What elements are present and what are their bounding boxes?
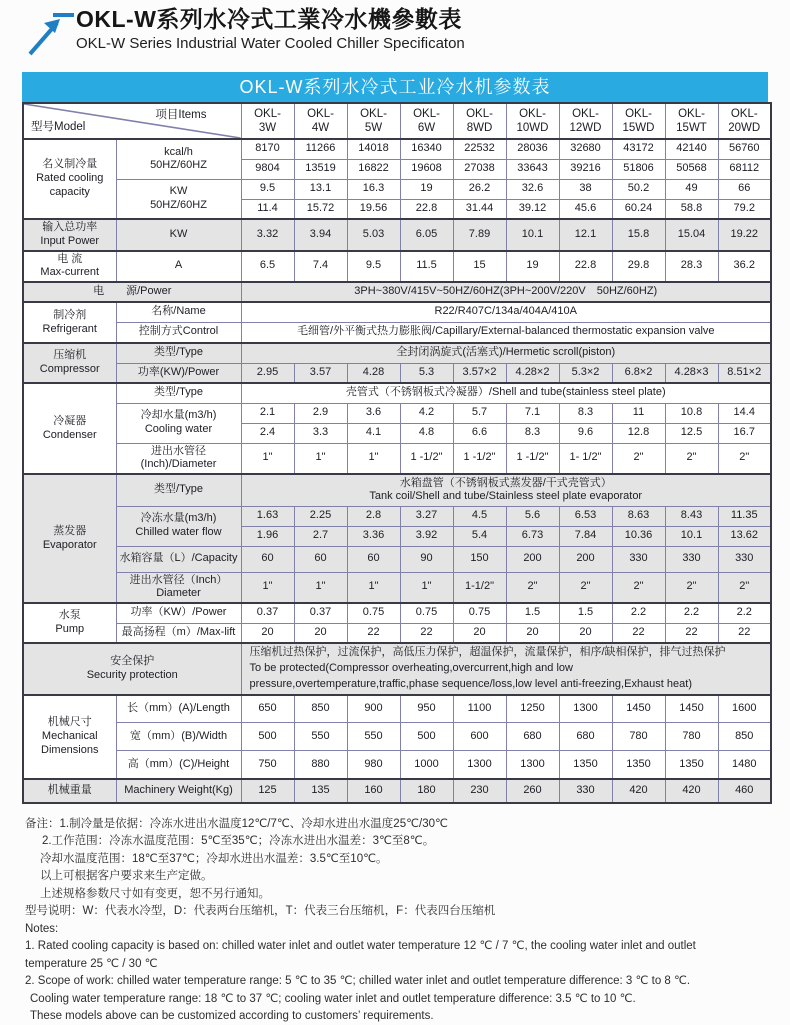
merged-value-cell: 毛细管/外平衡式热力膨胀阀/Capillary/External-balanced thermostatic expansion valve bbox=[241, 322, 771, 343]
value-cell: 330 bbox=[718, 546, 771, 572]
note-line-en-5: Cooling water temperature range: 18 ℃ to 37 ℃; cooling water inlet and outlet temperature difference: 3.5 ℃ to 10 ℃. bbox=[30, 992, 636, 1005]
note-line-cn-2: 2.工作范围：冷冻水温度范围：5℃至35℃；冷冻水进出水温差：3℃至8℃。 bbox=[42, 835, 435, 848]
value-cell: 14018 bbox=[347, 139, 400, 159]
value-cell: 460 bbox=[718, 779, 771, 803]
value-cell: 3.92 bbox=[400, 526, 453, 546]
value-cell: 2.25 bbox=[294, 506, 347, 526]
value-cell: 780 bbox=[665, 723, 718, 751]
value-cell: 2.2 bbox=[718, 603, 771, 623]
item-label-cell: 进出水管径 (Inch)/Diameter bbox=[116, 443, 241, 474]
note-line-en-1: Notes: bbox=[25, 922, 59, 935]
value-cell: 31.44 bbox=[453, 199, 506, 219]
value-cell: 13519 bbox=[294, 159, 347, 179]
value-cell: 16822 bbox=[347, 159, 400, 179]
value-cell: 2.2 bbox=[665, 603, 718, 623]
corner-cell bbox=[23, 103, 241, 139]
value-cell: 0.75 bbox=[453, 603, 506, 623]
value-cell: 1.96 bbox=[241, 526, 294, 546]
value-cell: 2.2 bbox=[612, 603, 665, 623]
section-label-mechanical-dimensions: 机械尺寸 Mechanical Dimensions bbox=[23, 695, 116, 779]
note-line-en-6: These models above can be customized according to customers’ requirements. bbox=[30, 1009, 434, 1022]
note-line-cn-3: 冷却水温度范围：18℃至37℃；冷却水进出水温差：3.5℃至10℃。 bbox=[40, 852, 388, 865]
value-cell: 1" bbox=[294, 572, 347, 603]
item-label-cell: 水箱容量（L）/Capacity bbox=[116, 546, 241, 572]
section-label-input-power: 输入总功率 Input Power bbox=[23, 219, 116, 251]
item-label-cell: 控制方式Control bbox=[116, 322, 241, 343]
section-label-machinery-weight: 机械重量 bbox=[23, 779, 116, 803]
value-cell: 200 bbox=[506, 546, 559, 572]
value-cell: 33643 bbox=[506, 159, 559, 179]
item-label-cell: 进出水管径（Inch） Diameter bbox=[116, 572, 241, 603]
model-header-cell: OKL- 4W bbox=[294, 103, 347, 139]
value-cell: 2" bbox=[612, 443, 665, 474]
page-title: OKL-W系列水冷式工業冷水機參數表 bbox=[76, 6, 462, 32]
value-cell: 2.4 bbox=[241, 423, 294, 443]
spec-table bbox=[22, 102, 772, 804]
value-cell: 1250 bbox=[506, 695, 559, 723]
value-cell: 11266 bbox=[294, 139, 347, 159]
value-cell: 5.3 bbox=[400, 363, 453, 383]
item-label-cell: 名称/Name bbox=[116, 302, 241, 322]
value-cell: 0.75 bbox=[400, 603, 453, 623]
value-cell: 22 bbox=[612, 623, 665, 643]
value-cell: 330 bbox=[612, 546, 665, 572]
value-cell: 5.7 bbox=[453, 403, 506, 423]
value-cell: 12.1 bbox=[559, 219, 612, 251]
value-cell: 79.2 bbox=[718, 199, 771, 219]
model-header-cell: OKL- 8WD bbox=[453, 103, 506, 139]
value-cell: 15.8 bbox=[612, 219, 665, 251]
value-cell: 51806 bbox=[612, 159, 665, 179]
page-subtitle: OKL-W Series Industrial Water Cooled Chiller Specificaton bbox=[76, 34, 465, 52]
value-cell: 650 bbox=[241, 695, 294, 723]
value-cell: 8170 bbox=[241, 139, 294, 159]
value-cell: 2" bbox=[718, 443, 771, 474]
value-cell: 1.5 bbox=[559, 603, 612, 623]
value-cell: 90 bbox=[400, 546, 453, 572]
value-cell: 1" bbox=[400, 572, 453, 603]
note-line-en-2: 1. Rated cooling capacity is based on: chilled water inlet and outlet water temperature 12 ℃ / 7 ℃, the cooling water inlet and outlet bbox=[25, 940, 696, 953]
value-cell: 20 bbox=[559, 623, 612, 643]
value-cell: 420 bbox=[612, 779, 665, 803]
section-label-evaporator: 蒸发器 Evaporator bbox=[23, 474, 116, 603]
value-cell: 16.7 bbox=[718, 423, 771, 443]
value-cell: 3.57×2 bbox=[453, 363, 506, 383]
value-cell: 3.57 bbox=[294, 363, 347, 383]
value-cell: 50.2 bbox=[612, 179, 665, 199]
value-cell: 260 bbox=[506, 779, 559, 803]
value-cell: 3.32 bbox=[241, 219, 294, 251]
value-cell: 4.28×2 bbox=[506, 363, 559, 383]
value-cell: 11.4 bbox=[241, 199, 294, 219]
value-cell: 1.63 bbox=[241, 506, 294, 526]
item-label-cell: 类型/Type bbox=[116, 474, 241, 506]
value-cell: 11.35 bbox=[718, 506, 771, 526]
value-cell: 27038 bbox=[453, 159, 506, 179]
section-label-condenser: 冷凝器 Condenser bbox=[23, 383, 116, 474]
value-cell: 0.75 bbox=[347, 603, 400, 623]
value-cell: 36.2 bbox=[718, 251, 771, 283]
item-label-cell: kcal/h 50HZ/60HZ bbox=[116, 139, 241, 179]
value-cell: 0.37 bbox=[294, 603, 347, 623]
value-cell: 19608 bbox=[400, 159, 453, 179]
value-cell: 20 bbox=[506, 623, 559, 643]
corner-model-label: 型号Model bbox=[31, 120, 86, 133]
value-cell: 10.1 bbox=[506, 219, 559, 251]
value-cell: 60.24 bbox=[612, 199, 665, 219]
value-cell: 15.04 bbox=[665, 219, 718, 251]
value-cell: 20 bbox=[241, 623, 294, 643]
merged-value-cell: 壳管式（不锈钢板式冷凝器）/Shell and tube(stainless steel plate) bbox=[241, 383, 771, 403]
value-cell: 2.7 bbox=[294, 526, 347, 546]
value-cell: 1 -1/2" bbox=[400, 443, 453, 474]
value-cell: 3.3 bbox=[294, 423, 347, 443]
value-cell: 1350 bbox=[665, 751, 718, 779]
value-cell: 49 bbox=[665, 179, 718, 199]
value-cell: 550 bbox=[347, 723, 400, 751]
note-line-en-3: temperature 25 ℃ / 30 ℃ bbox=[25, 957, 158, 970]
value-cell: 2" bbox=[718, 572, 771, 603]
value-cell: 6.5 bbox=[241, 251, 294, 283]
value-cell: 19.22 bbox=[718, 219, 771, 251]
value-cell: 22 bbox=[347, 623, 400, 643]
value-cell: 11 bbox=[612, 403, 665, 423]
value-cell: 12.5 bbox=[665, 423, 718, 443]
section-label-max-current: 电 流 Max-current bbox=[23, 251, 116, 283]
value-cell: 8.51×2 bbox=[718, 363, 771, 383]
corner-items-label: 项目Items bbox=[155, 109, 207, 121]
item-label-cell: A bbox=[116, 251, 241, 283]
value-cell: 1" bbox=[347, 572, 400, 603]
value-cell: 50568 bbox=[665, 159, 718, 179]
value-cell: 22.8 bbox=[559, 251, 612, 283]
value-cell: 230 bbox=[453, 779, 506, 803]
value-cell: 60 bbox=[347, 546, 400, 572]
value-cell: 4.8 bbox=[400, 423, 453, 443]
note-line-model-legend: 型号说明：W：代表水冷型，D：代表两台压缩机，T：代表三台压缩机，F：代表四台压缩机 bbox=[25, 905, 496, 918]
note-line-cn-4: 以上可根据客户要求来生产定做。 bbox=[40, 870, 213, 883]
value-cell: 26.2 bbox=[453, 179, 506, 199]
value-cell: 4.28×3 bbox=[665, 363, 718, 383]
model-header-cell: OKL- 6W bbox=[400, 103, 453, 139]
page-header bbox=[0, 0, 790, 70]
model-header-cell: OKL- 5W bbox=[347, 103, 400, 139]
value-cell: 5.3×2 bbox=[559, 363, 612, 383]
value-cell: 9804 bbox=[241, 159, 294, 179]
value-cell: 3.6 bbox=[347, 403, 400, 423]
item-label-cell: KW bbox=[116, 219, 241, 251]
value-cell: 200 bbox=[559, 546, 612, 572]
value-cell: 14.4 bbox=[718, 403, 771, 423]
value-cell: 6.05 bbox=[400, 219, 453, 251]
value-cell: 15.72 bbox=[294, 199, 347, 219]
note-line-en-4: 2. Scope of work: chilled water temperature range: 5 ℃ to 35 ℃; chilled water inlet and outlet temperature difference: 3 ℃ to 8 ℃. bbox=[25, 975, 691, 988]
item-label-cell: 类型/Type bbox=[116, 383, 241, 403]
merged-value-cell: 全封闭涡旋式(活塞式)/Hermetic scroll(piston) bbox=[241, 343, 771, 363]
merged-value-cell: 水箱盘管（不锈钢板式蒸发器/干式壳管式） Tank coil/Shell and tube/Stainless steel plate evaporator bbox=[241, 474, 771, 506]
value-cell: 1300 bbox=[506, 751, 559, 779]
value-cell: 6.73 bbox=[506, 526, 559, 546]
value-cell: 5.03 bbox=[347, 219, 400, 251]
value-cell: 19 bbox=[400, 179, 453, 199]
model-header-cell: OKL- 10WD bbox=[506, 103, 559, 139]
value-cell: 9.6 bbox=[559, 423, 612, 443]
value-cell: 5.6 bbox=[506, 506, 559, 526]
value-cell: 16340 bbox=[400, 139, 453, 159]
value-cell: 39.12 bbox=[506, 199, 559, 219]
arrow-logo-icon bbox=[24, 8, 74, 60]
value-cell: 10.1 bbox=[665, 526, 718, 546]
notes-block bbox=[25, 816, 766, 1025]
value-cell: 60 bbox=[241, 546, 294, 572]
value-cell: 330 bbox=[665, 546, 718, 572]
value-cell: 8.63 bbox=[612, 506, 665, 526]
item-label-cell: 长（mm）(A)/Length bbox=[116, 695, 241, 723]
item-label-cell: 宽（mm）(B)/Width bbox=[116, 723, 241, 751]
value-cell: 60 bbox=[294, 546, 347, 572]
value-cell: 11.5 bbox=[400, 251, 453, 283]
value-cell: 500 bbox=[241, 723, 294, 751]
item-label-cell: 冷却水量(m3/h) Cooling water bbox=[116, 403, 241, 443]
merged-value-cell: R22/R407C/134a/404A/410A bbox=[241, 302, 771, 322]
value-cell: 22.8 bbox=[400, 199, 453, 219]
value-cell: 13.62 bbox=[718, 526, 771, 546]
value-cell: 1350 bbox=[612, 751, 665, 779]
value-cell: 22532 bbox=[453, 139, 506, 159]
value-cell: 2" bbox=[559, 572, 612, 603]
value-cell: 1" bbox=[241, 572, 294, 603]
value-cell: 125 bbox=[241, 779, 294, 803]
value-cell: 7.4 bbox=[294, 251, 347, 283]
value-cell: 980 bbox=[347, 751, 400, 779]
value-cell: 4.5 bbox=[453, 506, 506, 526]
value-cell: 43172 bbox=[612, 139, 665, 159]
value-cell: 4.1 bbox=[347, 423, 400, 443]
value-cell: 29.8 bbox=[612, 251, 665, 283]
value-cell: 420 bbox=[665, 779, 718, 803]
value-cell: 19.56 bbox=[347, 199, 400, 219]
value-cell: 2.9 bbox=[294, 403, 347, 423]
value-cell: 28.3 bbox=[665, 251, 718, 283]
value-cell: 9.5 bbox=[241, 179, 294, 199]
item-label-cell: 高（mm）(C)/Height bbox=[116, 751, 241, 779]
value-cell: 1300 bbox=[559, 695, 612, 723]
value-cell: 680 bbox=[559, 723, 612, 751]
value-cell: 68112 bbox=[718, 159, 771, 179]
value-cell: 1480 bbox=[718, 751, 771, 779]
value-cell: 2.8 bbox=[347, 506, 400, 526]
value-cell: 19 bbox=[506, 251, 559, 283]
model-header-cell: OKL- 20WD bbox=[718, 103, 771, 139]
merged-value-cell: 压缩机过热保护，过流保护，高低压力保护，超温保护，流量保护，相序/缺相保护，排气过热保护 To be protected(Compressor overheating,overcurrent,high and low pressure,overtemperature,traffic,phase sequence/loss,low level anti-freezing,Exhaust heat) bbox=[241, 643, 771, 695]
value-cell: 680 bbox=[506, 723, 559, 751]
value-cell: 1450 bbox=[665, 695, 718, 723]
note-line-cn-5: 上述规格参数尺寸如有变更，恕不另行通知。 bbox=[40, 887, 270, 900]
section-label-pump: 水泵 Pump bbox=[23, 603, 116, 643]
value-cell: 3.94 bbox=[294, 219, 347, 251]
value-cell: 1300 bbox=[453, 751, 506, 779]
value-cell: 1" bbox=[294, 443, 347, 474]
value-cell: 1 -1/2" bbox=[506, 443, 559, 474]
item-label-cell: Machinery Weight(Kg) bbox=[116, 779, 241, 803]
value-cell: 1350 bbox=[559, 751, 612, 779]
value-cell: 2" bbox=[506, 572, 559, 603]
value-cell: 500 bbox=[400, 723, 453, 751]
value-cell: 750 bbox=[241, 751, 294, 779]
value-cell: 950 bbox=[400, 695, 453, 723]
value-cell: 6.8×2 bbox=[612, 363, 665, 383]
value-cell: 7.84 bbox=[559, 526, 612, 546]
value-cell: 7.1 bbox=[506, 403, 559, 423]
value-cell: 3.36 bbox=[347, 526, 400, 546]
value-cell: 1600 bbox=[718, 695, 771, 723]
value-cell: 22 bbox=[718, 623, 771, 643]
value-cell: 1- 1/2" bbox=[559, 443, 612, 474]
value-cell: 900 bbox=[347, 695, 400, 723]
value-cell: 1.5 bbox=[506, 603, 559, 623]
value-cell: 20 bbox=[453, 623, 506, 643]
value-cell: 4.28 bbox=[347, 363, 400, 383]
value-cell: 3.27 bbox=[400, 506, 453, 526]
value-cell: 2" bbox=[665, 443, 718, 474]
value-cell: 7.89 bbox=[453, 219, 506, 251]
model-header-cell: OKL- 12WD bbox=[559, 103, 612, 139]
value-cell: 4.2 bbox=[400, 403, 453, 423]
model-header-cell: OKL- 3W bbox=[241, 103, 294, 139]
value-cell: 1" bbox=[347, 443, 400, 474]
value-cell: 5.4 bbox=[453, 526, 506, 546]
value-cell: 1000 bbox=[400, 751, 453, 779]
value-cell: 20 bbox=[294, 623, 347, 643]
value-cell: 850 bbox=[718, 723, 771, 751]
item-label-cell: 最高扬程（m）/Max-lift bbox=[116, 623, 241, 643]
value-cell: 1450 bbox=[612, 695, 665, 723]
value-cell: 10.36 bbox=[612, 526, 665, 546]
value-cell: 1" bbox=[241, 443, 294, 474]
table-banner: OKL-W系列水冷式工业冷水机参数表 bbox=[22, 72, 768, 102]
value-cell: 2.95 bbox=[241, 363, 294, 383]
section-label-power-supply: 电 源/Power bbox=[23, 282, 241, 302]
value-cell: 15 bbox=[453, 251, 506, 283]
value-cell: 550 bbox=[294, 723, 347, 751]
value-cell: 2.1 bbox=[241, 403, 294, 423]
value-cell: 39216 bbox=[559, 159, 612, 179]
value-cell: 22 bbox=[665, 623, 718, 643]
value-cell: 160 bbox=[347, 779, 400, 803]
value-cell: 58.8 bbox=[665, 199, 718, 219]
value-cell: 10.8 bbox=[665, 403, 718, 423]
section-label-refrigerant: 制冷剂 Refrigerant bbox=[23, 302, 116, 343]
value-cell: 8.3 bbox=[506, 423, 559, 443]
value-cell: 8.3 bbox=[559, 403, 612, 423]
value-cell: 6.6 bbox=[453, 423, 506, 443]
item-label-cell: 类型/Type bbox=[116, 343, 241, 363]
value-cell: 600 bbox=[453, 723, 506, 751]
model-header-cell: OKL- 15WT bbox=[665, 103, 718, 139]
value-cell: 1 -1/2" bbox=[453, 443, 506, 474]
value-cell: 66 bbox=[718, 179, 771, 199]
value-cell: 8.43 bbox=[665, 506, 718, 526]
value-cell: 12.8 bbox=[612, 423, 665, 443]
value-cell: 180 bbox=[400, 779, 453, 803]
value-cell: 330 bbox=[559, 779, 612, 803]
section-label-rated-cooling: 名义制冷量 Rated cooling capacity bbox=[23, 139, 116, 219]
item-label-cell: 冷冻水量(m3/h) Chilled water flow bbox=[116, 506, 241, 546]
value-cell: 150 bbox=[453, 546, 506, 572]
value-cell: 45.6 bbox=[559, 199, 612, 219]
value-cell: 135 bbox=[294, 779, 347, 803]
value-cell: 0.37 bbox=[241, 603, 294, 623]
section-label-security-protection: 安全保护 Security protection bbox=[23, 643, 241, 695]
item-label-cell: KW 50HZ/60HZ bbox=[116, 179, 241, 219]
value-cell: 38 bbox=[559, 179, 612, 199]
merged-value-cell: 3PH~380V/415V~50HZ/60HZ(3PH~200V/220V 50HZ/60HZ) bbox=[241, 282, 771, 302]
value-cell: 1100 bbox=[453, 695, 506, 723]
value-cell: 2" bbox=[612, 572, 665, 603]
value-cell: 42140 bbox=[665, 139, 718, 159]
value-cell: 780 bbox=[612, 723, 665, 751]
section-label-compressor: 压缩机 Compressor bbox=[23, 343, 116, 383]
item-label-cell: 功率（KW）/Power bbox=[116, 603, 241, 623]
item-label-cell: 功率(KW)/Power bbox=[116, 363, 241, 383]
model-header-cell: OKL- 15WD bbox=[612, 103, 665, 139]
value-cell: 16.3 bbox=[347, 179, 400, 199]
value-cell: 13.1 bbox=[294, 179, 347, 199]
value-cell: 880 bbox=[294, 751, 347, 779]
value-cell: 32.6 bbox=[506, 179, 559, 199]
value-cell: 9.5 bbox=[347, 251, 400, 283]
value-cell: 28036 bbox=[506, 139, 559, 159]
note-line-cn-1: 备注：1.制冷量是依据：冷冻水进出水温度12℃/7℃、冷却水进出水温度25℃/30℃ bbox=[25, 817, 448, 830]
value-cell: 2" bbox=[665, 572, 718, 603]
value-cell: 6.53 bbox=[559, 506, 612, 526]
value-cell: 32680 bbox=[559, 139, 612, 159]
value-cell: 1-1/2" bbox=[453, 572, 506, 603]
value-cell: 56760 bbox=[718, 139, 771, 159]
value-cell: 850 bbox=[294, 695, 347, 723]
value-cell: 22 bbox=[400, 623, 453, 643]
